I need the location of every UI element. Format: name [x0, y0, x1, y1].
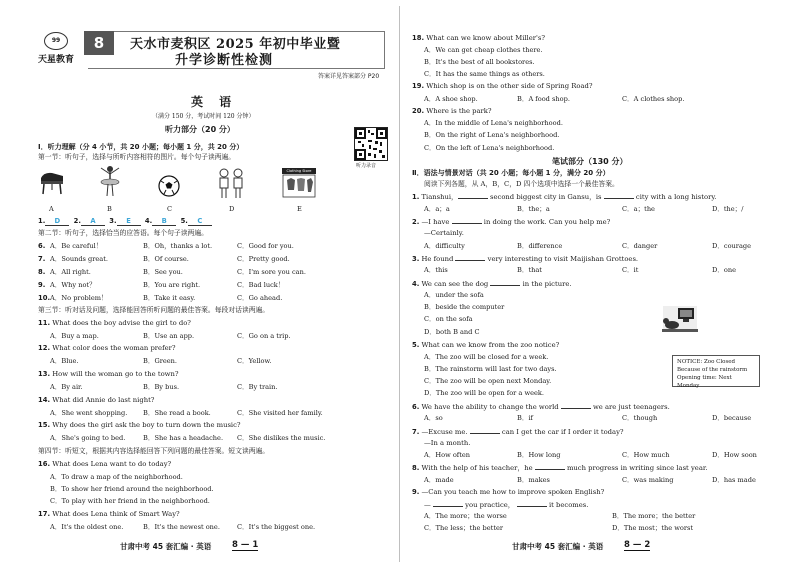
r-q7-reply: —In a month. — [424, 439, 471, 447]
q6-option-b: B．Oh，thanks a lot. — [143, 242, 213, 250]
q10-num: 10. — [38, 294, 51, 302]
q12-option-b: B．Green. — [143, 357, 178, 365]
r-q2-stem: 2. —I have in doing the work. Can you help me? — [412, 218, 611, 226]
piano-icon — [38, 168, 66, 200]
left-footer-title: 甘肃中考 45 套汇编 · 英语 — [120, 542, 212, 551]
q18-option-c: C．It has the same things as others. — [424, 70, 545, 78]
r-q1-option-d: D．the；/ — [712, 205, 744, 213]
blank — [455, 254, 485, 261]
r-q1-option-a: A．a；a — [424, 205, 450, 213]
r-q8-option-a: A．made — [424, 476, 454, 484]
q10-option-c: C．Go ahead. — [237, 294, 283, 302]
left-page — [0, 0, 398, 569]
r-q8-option-c: C．was making — [622, 476, 674, 484]
r-q5-option-c: C．The zoo will be open next Monday. — [424, 377, 552, 385]
score-note: （满分 150 分，考试时间 120 分钟） — [152, 113, 255, 120]
part1-instruction: 第一节：听句子，选择与所听内容相符的图片。每个句子读两遍。 — [38, 153, 236, 161]
two-children-icon — [214, 166, 248, 204]
r-q4-stem: 4. We can see the dog in the picture. — [412, 280, 572, 288]
listening-title: 听力部分（20 分） — [165, 125, 235, 134]
r-q4-option-c: C．on the sofa — [424, 315, 473, 323]
q11-option-c: C．Go on a trip. — [237, 332, 291, 340]
q16-stem: 16. What does Lena want to do today? — [38, 460, 172, 468]
r-q3-option-c: C．it — [622, 266, 639, 274]
q18-option-b: B．It's the best of all bookstores. — [424, 58, 535, 66]
r-q9-option-b: B．The more；the better — [612, 512, 696, 520]
r-q2-option-a: A．difficulty — [424, 242, 465, 250]
r-q3-option-b: B．that — [517, 266, 542, 274]
blank — [452, 217, 482, 224]
r-q9-option-c: C．The less；the better — [424, 524, 504, 532]
r-q1-option-c: C．a；the — [622, 205, 655, 213]
q14-option-c: C．She visited her family. — [237, 409, 323, 417]
q19-stem: 19. Which shop is on the other side of Spring Road? — [412, 82, 593, 90]
q13-option-b: B．By bus. — [143, 383, 180, 391]
q19-option-a: A．A shoe shop. — [424, 95, 478, 103]
dog-computer-icon — [662, 305, 698, 337]
writing-title: 笔试部分（130 分） — [552, 157, 628, 166]
notice-line1: NOTICE: Zoo Closed — [677, 359, 736, 365]
answer-reference: 答案详见答案部分 P20 — [318, 73, 380, 80]
q8-option-a: A．All right. — [50, 268, 91, 276]
r-q7-option-b: B．How long — [517, 451, 561, 459]
answer-num-4: 4. — [144, 217, 153, 225]
r-q7-option-a: A．How often — [424, 451, 471, 459]
answer-num-3: 3. — [109, 217, 117, 225]
q17-option-c: C．It's the biggest one. — [237, 523, 316, 531]
r-q8-option-b: B．makes — [517, 476, 550, 484]
q9-option-b: B．You are right. — [143, 281, 201, 289]
q13-option-c: C．By train. — [237, 383, 278, 391]
q6-num: 6. — [38, 242, 46, 250]
r-q8-stem: 8. With the help of his teacher，he much progress in writing since last year. — [412, 464, 708, 472]
answer-4: B — [152, 217, 176, 226]
q16-option-c: C．To play with her friend in the neighborhood. — [50, 497, 210, 505]
r-q4-option-b: B．beside the computer — [424, 303, 505, 311]
blank — [561, 402, 591, 409]
part4-instruction: 第四节：听短文，根据其内容选择能回答下列问题的最佳答案。短文读两遍。 — [38, 447, 270, 455]
r-q5-option-b: B．The rainstorm will last for two days. — [424, 365, 557, 373]
q7-option-c: C．Pretty good. — [237, 255, 290, 263]
q19-option-b: B．A food shop. — [517, 95, 570, 103]
section2-instruction: 阅读下列各题，从 A，B，C，D 四个选项中选择一个最佳答案。 — [424, 180, 619, 188]
answer-2: A — [81, 217, 105, 226]
r-q4-option-d: D．both B and C — [424, 328, 480, 336]
logo-mark: 99 — [44, 32, 68, 50]
q8-num: 8. — [38, 268, 46, 276]
answers-row — [38, 217, 212, 226]
q13-stem: 13. How will the woman go to the town? — [38, 370, 179, 378]
right-page — [402, 0, 800, 569]
r-q6-option-a: A．so — [424, 414, 443, 422]
q20-option-b: B．On the right of Lena's neighborhood. — [424, 131, 560, 139]
q7-num: 7. — [38, 255, 46, 263]
q19-option-c: C．A clothes shop. — [622, 95, 685, 103]
q7-option-b: B．Of course. — [143, 255, 189, 263]
q16-option-a: A．To draw a map of the neighborhood. — [50, 473, 183, 481]
page-divider — [399, 6, 400, 562]
answer-5: C — [188, 217, 212, 226]
q17-option-b: B．It's the newest one. — [143, 523, 220, 531]
q11-option-a: A．Buy a map. — [50, 332, 99, 340]
q14-option-b: B．She read a book. — [143, 409, 211, 417]
logo-text: 天星教育 — [38, 55, 75, 65]
pic-label-e: E — [297, 205, 302, 213]
right-footer-title: 甘肃中考 45 套汇编 · 英语 — [512, 542, 604, 551]
blank — [535, 463, 565, 470]
r-q4-option-a: A．under the sofa — [424, 291, 484, 299]
q13-option-a: A．By air. — [50, 383, 83, 391]
q6-option-c: C．Good for you. — [237, 242, 294, 250]
r-q6-option-c: C．though — [622, 414, 658, 422]
subject-title: 英 语 — [191, 95, 238, 109]
part2-instruction: 第二节：听句子，选择恰当的应答语。每个句子读两遍。 — [38, 229, 208, 237]
qr-code-icon — [354, 127, 388, 161]
q14-stem: 14. What did Annie do last night? — [38, 396, 155, 404]
zoo-notice — [672, 355, 760, 387]
r-q9-option-d: D．The most；the worst — [612, 524, 694, 532]
q17-option-a: A．It's the oldest one. — [50, 523, 124, 531]
r-q9-stem: 9. —Can you teach me how to improve spoken English? — [412, 488, 605, 496]
r-q6-stem: 6. We have the ability to change the world we are just teenagers. — [412, 403, 670, 411]
pic-label-b: B — [107, 205, 112, 213]
answer-1: D — [45, 217, 69, 226]
q15-option-a: A．She's going to bed. — [50, 434, 126, 442]
title-line1: 天水市麦积区 2025 年初中毕业暨 — [130, 37, 341, 52]
q20-option-a: A．In the middle of Lena's neighborhood. — [424, 119, 563, 127]
q15-stem: 15. Why does the girl ask the boy to turn down the music? — [38, 421, 241, 429]
section1-title: Ⅰ．听力理解（分 4 小节，共 20 小题；每小题 1 分，共 20 分） — [38, 143, 244, 151]
q11-option-b: B．Use an app. — [143, 332, 195, 340]
qr-label: 听力录音 — [356, 163, 377, 169]
answer-num-2: 2. — [73, 217, 81, 225]
r-q7-stem: 7. —Excuse me. can I get the car if I order it today? — [412, 428, 624, 436]
r-q7-option-c: C．How much — [622, 451, 670, 459]
answer-num-1: 1. — [38, 217, 46, 225]
r-q9-reply: — you practice， it becomes. — [424, 501, 589, 509]
section2-title: Ⅱ．语法与情景对话（共 20 小题；每小题 1 分，满分 20 分） — [412, 169, 610, 177]
q12-option-c: C．Yellow. — [237, 357, 272, 365]
r-q2-option-d: D．courage — [712, 242, 751, 250]
notice-line2: Because of the rainstorm — [677, 367, 748, 373]
q18-option-a: A．We can get cheap clothes there. — [424, 46, 543, 54]
left-page-number: 8 — 1 — [232, 540, 259, 550]
r-q6-option-d: D．because — [712, 414, 752, 422]
q9-option-c: C．Bad luck！ — [237, 281, 285, 289]
clothing-store-sign: Clothing Store — [282, 168, 316, 174]
q8-option-b: B．See you. — [143, 268, 183, 276]
r-q9-option-a: A．The more；the worse — [424, 512, 507, 520]
q11-stem: 11. What does the boy advise the girl to do? — [38, 319, 191, 327]
r-q6-option-b: B．if — [517, 414, 533, 422]
q14-option-a: A．She went shopping. — [50, 409, 128, 417]
answer-num-5: 5. — [180, 217, 188, 225]
title-line2: 升学诊断性检测 — [175, 53, 274, 68]
blank — [604, 192, 634, 199]
blank — [517, 500, 547, 507]
q6-option-a: A．Be careful！ — [50, 242, 103, 250]
part3-instruction: 第三节：听对话及问题，选择能回答所听问题的最佳答案。每段对话读两遍。 — [38, 306, 270, 314]
r-q3-stem: 3. He found very interesting to visit Maijishan Grottoes. — [412, 255, 639, 263]
blank — [458, 192, 488, 199]
soccer-ball-icon — [158, 175, 180, 201]
pic-label-c: C — [167, 205, 173, 213]
pic-label-a: A — [49, 205, 54, 213]
q18-stem: 18. What can we know about Miller's? — [412, 34, 546, 42]
q9-num: 9. — [38, 281, 46, 289]
blank — [490, 279, 520, 286]
q7-option-a: A．Sounds great. — [50, 255, 108, 263]
q15-option-b: B．She has a headache. — [143, 434, 224, 442]
r-q5-stem: 5. What can we know from the zoo notice? — [412, 341, 560, 349]
ballet-dancer-icon — [97, 164, 123, 202]
clothing-store-icon — [282, 168, 316, 198]
r-q1-option-b: B．the；a — [517, 205, 550, 213]
q10-option-b: B．Take it easy. — [143, 294, 196, 302]
r-q8-option-d: D．has made — [712, 476, 756, 484]
q10-option-a: A．No problem！ — [50, 294, 108, 302]
q16-option-b: B．To show her friend around the neighborhood. — [50, 485, 214, 493]
q12-option-a: A．Blue. — [50, 357, 79, 365]
q20-stem: 20. Where is the park? — [412, 107, 492, 115]
blank — [470, 427, 500, 434]
q17-stem: 17. What does Lena think of Smart Way? — [38, 510, 180, 518]
right-page-number: 8 — 2 — [624, 540, 651, 550]
r-q5-option-a: A．The zoo will be closed for a week. — [424, 353, 549, 361]
r-q1-stem: 1. Tianshui， second biggest city in Gansu，is city with a long history. — [412, 193, 717, 201]
r-q3-option-d: D．one — [712, 266, 736, 274]
pic-label-d: D — [229, 205, 235, 213]
r-q2-option-c: C．danger — [622, 242, 658, 250]
notice-line3: Opening time: Next Monday — [677, 375, 732, 389]
q12-stem: 12. What color does the woman prefer? — [38, 344, 176, 352]
q15-option-c: C．She dislikes the music. — [237, 434, 326, 442]
blank — [433, 500, 463, 507]
q20-option-c: C．On the left of Lena's neighborhood. — [424, 144, 555, 152]
r-q2-reply: —Certainly. — [424, 229, 464, 237]
r-q3-option-a: A．this — [424, 266, 448, 274]
q9-option-a: A．Why not？ — [50, 281, 96, 289]
r-q7-option-d: D．How soon — [712, 451, 757, 459]
r-q2-option-b: B．difference — [517, 242, 563, 250]
r-q5-option-d: D．The zoo will be open for a week. — [424, 389, 544, 397]
answer-3: E — [117, 217, 141, 226]
q8-option-c: C．I'm sore you can. — [237, 268, 306, 276]
paper-number: 8 — [84, 31, 114, 55]
